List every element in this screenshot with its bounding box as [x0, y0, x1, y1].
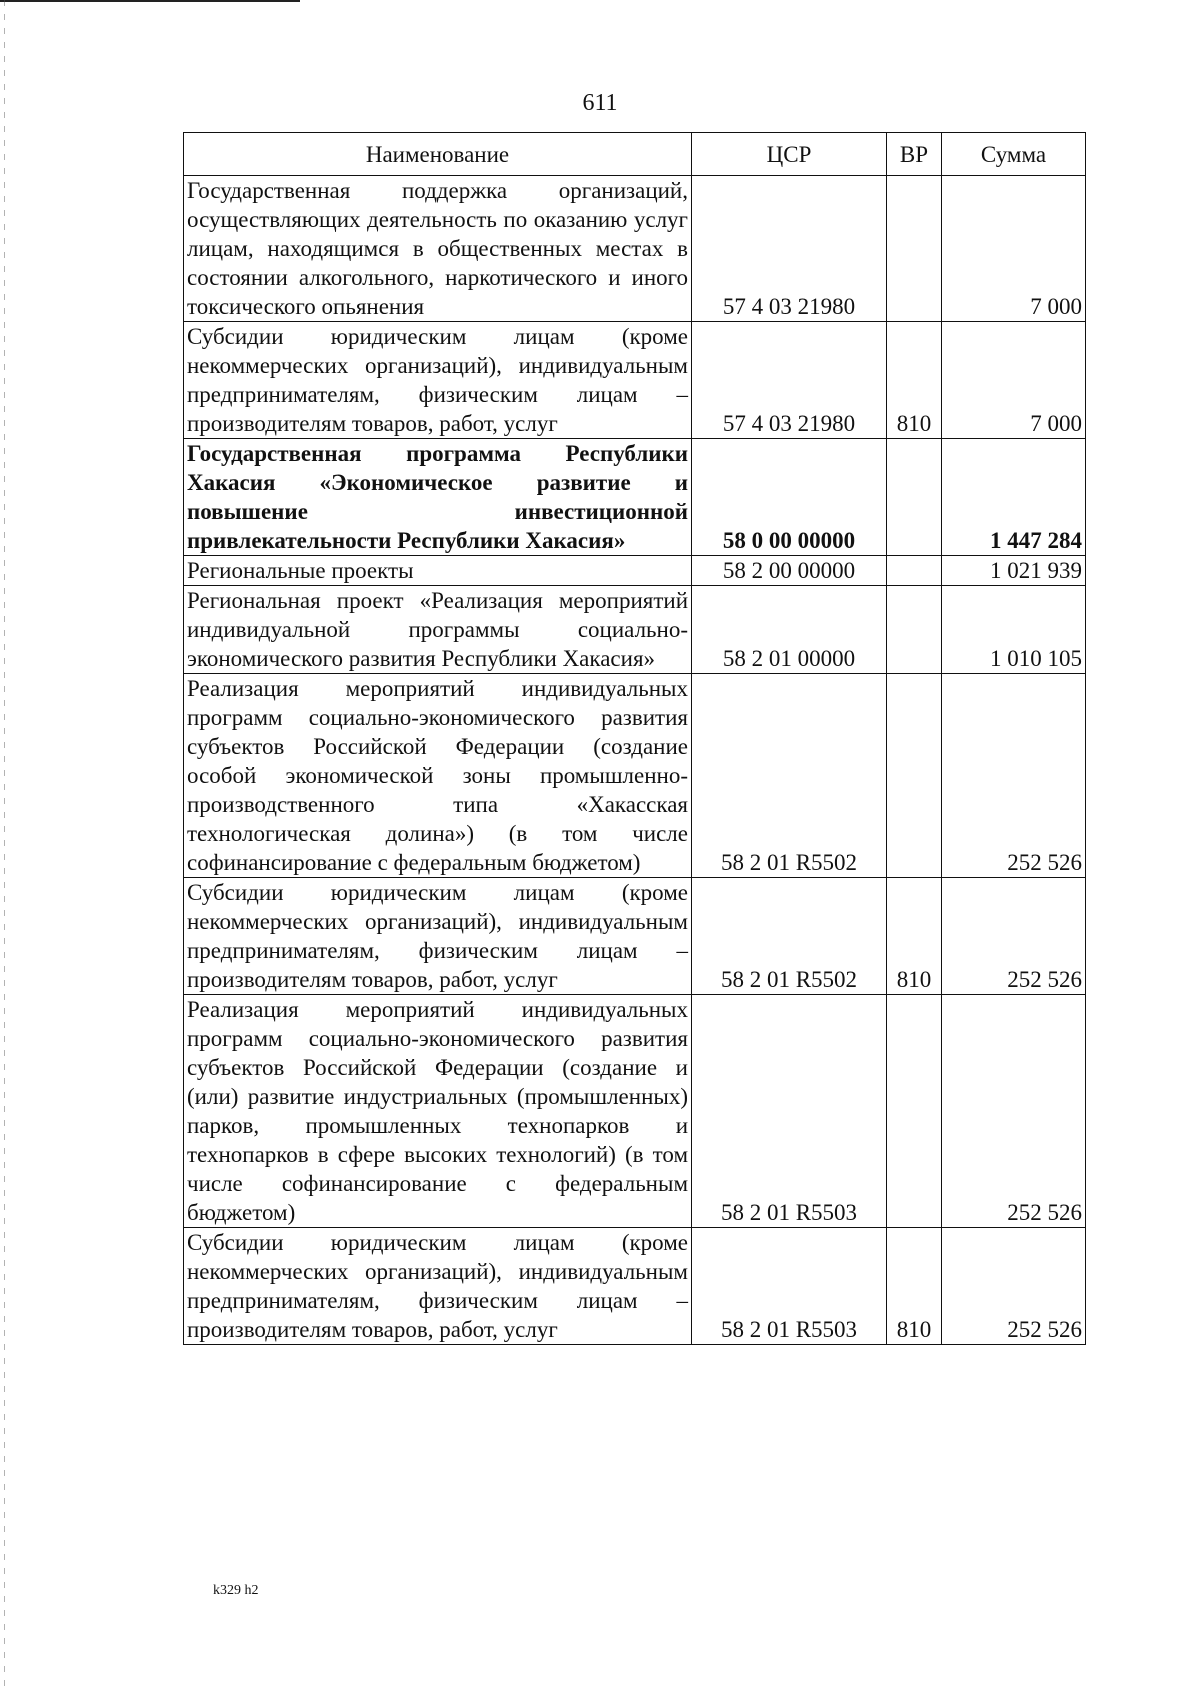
row-vr: 810: [887, 1228, 942, 1345]
row-vr: [887, 995, 942, 1228]
row-sum: 7 000: [942, 176, 1086, 322]
row-csr: 58 2 01 R5502: [692, 674, 887, 878]
table-row: [184, 878, 1086, 995]
table-row: [184, 322, 1086, 439]
header-sum: Сумма: [942, 133, 1086, 176]
header-name: Наименование: [184, 133, 692, 176]
row-name: Реализация мероприятий индивидуальных программ социально-экономического развития субъектов Российской Федерации (создание и (или) развитие индустриальных (промышленных) парков, промышленных технопарков и технопарков в сфере высоких технологий) (в том числе софинансирование с федеральным бюджетом): [184, 995, 692, 1228]
row-vr: [887, 176, 942, 322]
table-row: [184, 1228, 1086, 1345]
row-vr: [887, 556, 942, 586]
row-sum: 1 447 284: [942, 439, 1086, 556]
scan-border-left: [4, 0, 5, 1686]
row-vr: 810: [887, 322, 942, 439]
row-sum: 7 000: [942, 322, 1086, 439]
row-name: Субсидии юридическим лицам (кроме некоммерческих организаций), индивидуальным предпринимателям, физическим лицам – производителям товаров, работ, услуг: [184, 322, 692, 439]
row-sum: 1 021 939: [942, 556, 1086, 586]
table-header-row: [184, 133, 1086, 176]
row-vr: 810: [887, 878, 942, 995]
budget-table: [183, 132, 1086, 1345]
row-name: Государственная поддержка организаций, осуществляющих деятельность по оказанию услуг лицам, находящимся в общественных местах в состоянии алкогольного, наркотического и иного токсического опьянения: [184, 176, 692, 322]
table-row: [184, 674, 1086, 878]
row-vr: [887, 586, 942, 674]
header-csr: ЦСР: [692, 133, 887, 176]
row-csr: 57 4 03 21980: [692, 176, 887, 322]
row-vr: [887, 439, 942, 556]
row-sum: 252 526: [942, 995, 1086, 1228]
page-number: 611: [582, 90, 618, 116]
table-row: [184, 586, 1086, 674]
row-name: Региональные проекты: [184, 556, 692, 586]
row-sum: 252 526: [942, 1228, 1086, 1345]
row-name: Субсидии юридическим лицам (кроме некоммерческих организаций), индивидуальным предпринимателям, физическим лицам – производителям товаров, работ, услуг: [184, 878, 692, 995]
document-code: k329 h2: [213, 1583, 259, 1598]
row-name: Региональная проект «Реализация мероприятий индивидуальной программы социально-экономического развития Республики Хакасия»: [184, 586, 692, 674]
row-name: Субсидии юридическим лицам (кроме некоммерческих организаций), индивидуальным предпринимателям, физическим лицам – производителям товаров, работ, услуг: [184, 1228, 692, 1345]
row-csr: 58 0 00 00000: [692, 439, 887, 556]
row-sum: 1 010 105: [942, 586, 1086, 674]
row-sum: 252 526: [942, 878, 1086, 995]
row-csr: 58 2 01 R5503: [692, 995, 887, 1228]
row-csr: 58 2 00 00000: [692, 556, 887, 586]
row-name: Реализация мероприятий индивидуальных программ социально-экономического развития субъектов Российской Федерации (создание особой экономической зоны промышленно-производственного типа «Хакасская технологическая долина») (в том числе софинансирование с федеральным бюджетом): [184, 674, 692, 878]
scan-border-top: [0, 0, 300, 2]
row-csr: 57 4 03 21980: [692, 322, 887, 439]
table-row: [184, 176, 1086, 322]
row-vr: [887, 674, 942, 878]
row-csr: 58 2 01 R5502: [692, 878, 887, 995]
table-row: [184, 556, 1086, 586]
row-csr: 58 2 01 00000: [692, 586, 887, 674]
table-row-program: [184, 439, 1086, 556]
table-row: [184, 995, 1086, 1228]
row-sum: 252 526: [942, 674, 1086, 878]
row-csr: 58 2 01 R5503: [692, 1228, 887, 1345]
row-name: Государственная программа Республики Хакасия «Экономическое развитие и повышение инвестиционной привлекательности Республики Хакасия»: [184, 439, 692, 556]
header-vr: ВР: [887, 133, 942, 176]
